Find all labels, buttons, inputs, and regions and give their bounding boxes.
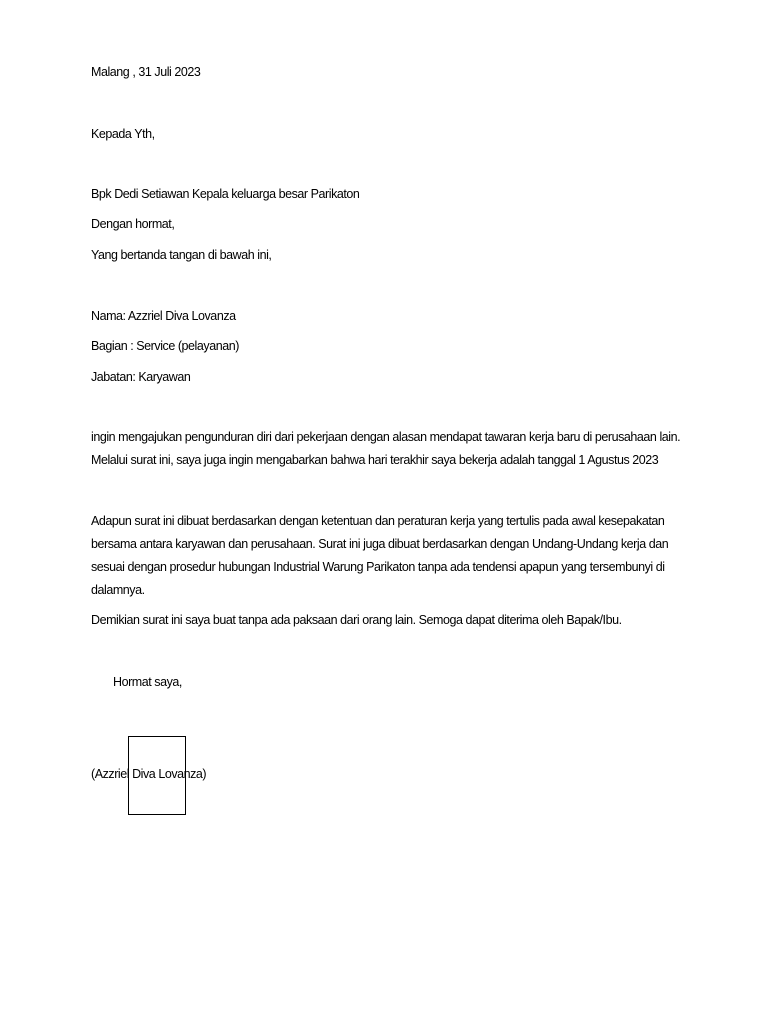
recipient: Bpk Dedi Setiawan Kepala keluarga besar Parikaton (91, 187, 360, 201)
intro: Yang bertanda tangan di bawah ini, (91, 248, 272, 262)
signature-name: (Azzriel Diva Lovanza) (91, 767, 207, 781)
closing: Hormat saya, (113, 675, 182, 689)
identity-department: Bagian : Service (pelayanan) (91, 339, 239, 353)
greeting: Dengan hormat, (91, 217, 175, 231)
closing-statement: Demikian surat ini saya buat tanpa ada paksaan dari orang lain. Semoga dapat diterima oleh Bapak/Ibu. (91, 613, 622, 627)
body-paragraph-2-line: sesuai dengan prosedur hubungan Industrial Warung Parikaton tanpa ada tendensi apapun yang tersembunyi di (91, 560, 665, 574)
identity-position: Jabatan: Karyawan (91, 370, 191, 384)
body-paragraph-2-line: Adapun surat ini dibuat berdasarkan dengan ketentuan dan peraturan kerja yang tertulis pada awal kesepakatan (91, 514, 665, 528)
body-paragraph-2-line: dalamnya. (91, 583, 145, 597)
identity-name: Nama: Azzriel Diva Lovanza (91, 309, 236, 323)
body-paragraph-2-line: bersama antara karyawan dan perusahaan. Surat ini juga dibuat berdasarkan dengan Undang-Undang kerja dan (91, 537, 669, 551)
salutation-to: Kepada Yth, (91, 127, 155, 141)
body-paragraph-1-line: Melalui surat ini, saya juga ingin mengabarkan bahwa hari terakhir saya bekerja adalah tanggal 1 Agustus 2023 (91, 453, 659, 467)
place-date: Malang , 31 Juli 2023 (91, 65, 201, 79)
body-paragraph-1-line: ingin mengajukan pengunduran diri dari pekerjaan dengan alasan mendapat tawaran kerja baru di perusahaan lain. (91, 430, 681, 444)
signature-photo-frame (128, 736, 186, 815)
